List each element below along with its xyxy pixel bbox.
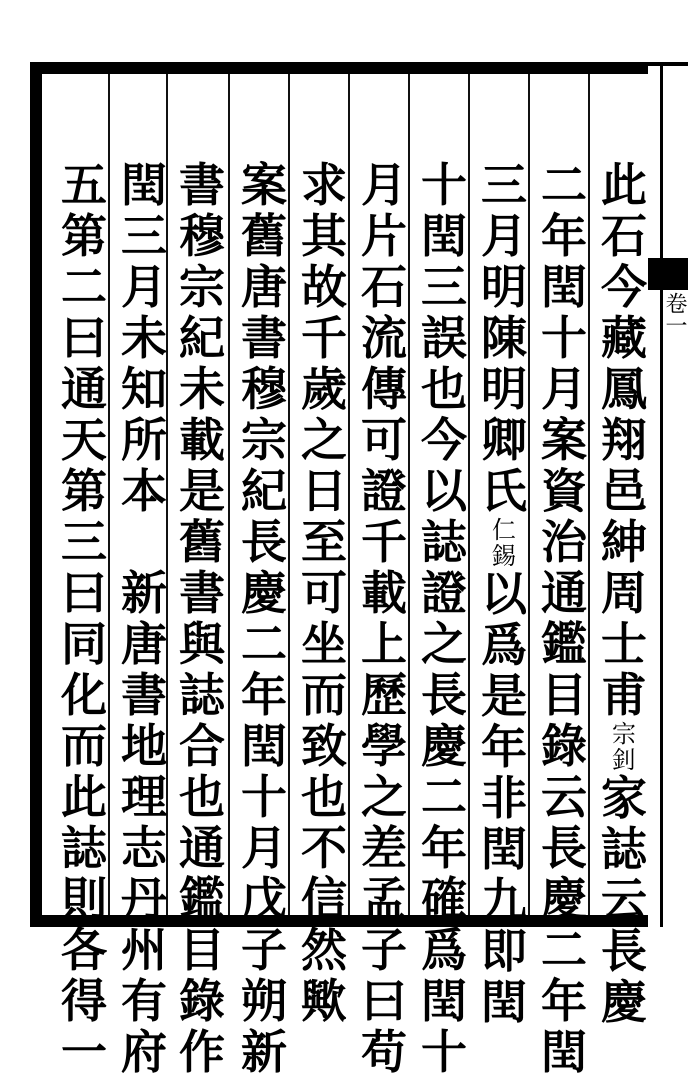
- annotation-note: 仁 錫: [492, 516, 516, 570]
- column-text: 案 舊 唐 書 穆 宗 紀 長 慶 二 年 閏 十 月 戊 子 朔 新: [241, 158, 287, 1079]
- text-column: [298, 160, 350, 1027]
- text-column: [418, 160, 470, 1078]
- text-column: [358, 160, 410, 1078]
- column-text: 閏 三 月 未 知 所 本 新 唐 書 地 理 志 丹 州 有 府: [121, 158, 167, 1079]
- text-column: [58, 160, 110, 1078]
- text-column: [538, 160, 590, 1078]
- column-text: 三 月 明 陳 明 卿 氏: [481, 158, 527, 518]
- column-text: 以 爲 是 年 非 閏 九 即 閏: [481, 567, 527, 1029]
- frame-left-border: [30, 62, 42, 927]
- column-text: 書 穆 宗 紀 未 載 是 舊 書 與 誌 合 也 通 鑑 目 錄 作: [179, 158, 225, 1079]
- margin-mark: 卷一: [662, 292, 687, 336]
- column-rule: [228, 74, 230, 915]
- fold-top-line: [648, 62, 688, 66]
- column-text: 二 年 閏 十 月 案 資 治 通 鑑 目 錄 云 長 慶 二 年 閏: [541, 158, 587, 1079]
- fold-line: [660, 62, 663, 927]
- annotation-note: 宗 釗: [612, 720, 636, 774]
- column-text: 月 片 石 流 傳 可 證 千 載 上 歷 學 之 差 孟 子 曰 苟: [361, 158, 407, 1079]
- fish-tail-mark: [648, 258, 688, 290]
- column-text: 此 石 今 藏 鳳 翔 邑 紳 周 士 甫: [601, 158, 647, 722]
- text-column: [118, 160, 170, 1078]
- column-text: 五 第 二 曰 通 天 第 三 曰 同 化 而 此 誌 則 各 得 一: [61, 158, 107, 1079]
- column-text: 家 誌 云 長 慶: [601, 771, 647, 1029]
- text-column: [598, 160, 650, 1028]
- frame-top-border: [30, 62, 660, 74]
- text-column: [478, 160, 530, 1028]
- text-column: [238, 160, 290, 1078]
- page-fold-margin: [648, 0, 688, 985]
- column-text: 求 其 故 千 歲 之 日 至 可 坐 而 致 也 不 信 然 歟: [301, 158, 347, 1028]
- text-column: [176, 160, 228, 1078]
- column-text: 十 閏 三 誤 也 今 以 誌 證 之 長 慶 二 年 確 爲 閏 十: [421, 158, 467, 1079]
